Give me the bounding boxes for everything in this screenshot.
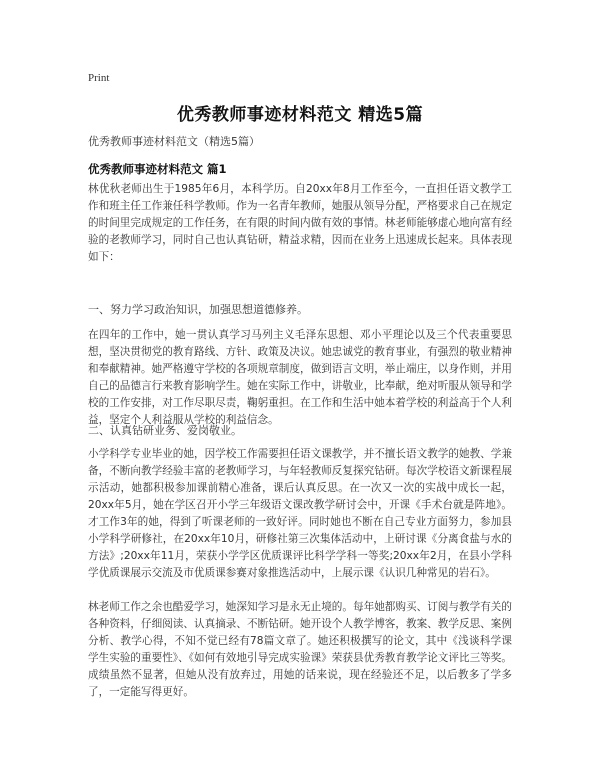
paragraph-politics: 在四年的工作中，她一贯认真学习马列主义毛泽东思想、邓小平理论以及三个代表重要思想，坚决贯彻党的教育路线、方针、政策及决议。她忠诚党的教育事业，有强烈的敬业精神和奉献精神。她严格遵守学校的各项规章制度，做到语言文明，举止端庄，以身作则，并用自己的品德言行来教育影响学生。她在实际工作中，讲敬业，比奉献，绝对听服从领导和学校的工作安排，对工作尽职尽责，鞠躬重担。在工作和生活中她本着学校的利益高于个人利益，坚定个人利益服从学校的利益信念。 xyxy=(88,329,512,426)
paragraph-intro: 林优秋老师出生于1985年6月，本科学历。自20xx年8月工作至今，一直担任语文教学工作和班主任工作兼任科学教师。作为一名青年教师，她服从领导分配，严格要求自己在规定的时间里完成规定的工作任务，在有限的时间内做有效的事情。林老师能够虚心地向富有经验的老教师学习，同时自己也认真钻研，精益求精，因而在业务上迅速成长起来。具体表现如下： xyxy=(88,183,512,263)
document-title: 优秀教师事迹材料范文 精选5篇 xyxy=(176,105,424,125)
paragraph-learning: 林老师工作之余也酷爱学习，她深知学习是永无止境的。每年她都购买、订阅与教学有关的各种资料，仔细阅读、认真摘录、不断钻研。她开设个人教学博客，教案、教学反思、案例分析、教学心得，不知不觉已经有78篇文章了。她还积极撰写的论文，其中《浅谈科学课学生实验的重要性》、《如何有效地引导完成实验课》荣获县优秀教育教学论文评比三等奖。成绩虽然不显著，但她从没有放弃过，用她的话来说，现在经验还不足，以后教多了学多了，一定能写得更好。 xyxy=(88,601,512,698)
subheading-politics: 一、努力学习政治知识，加强思想道德修养。 xyxy=(88,303,308,316)
subheading-professional: 二、认真钻研业务、爱岗敬业。 xyxy=(88,424,242,437)
document-subtitle: 优秀教师事迹材料范文（精选5篇） xyxy=(88,135,260,148)
paragraph-professional: 小学科学专业毕业的她，因学校工作需要担任语文课教学，并不擅长语文教学的她教、学兼备，不断向教学经验丰富的老教师学习，与年轻教师反复探究钻研。每次学校语文新课程展示活动，她都积极参加课前精心准备，课后认真反思。在一次又一次的实战中成长一起，20xx年5月，她在学区召开小学三年级语文课改教学研讨会中，开课《手术台就是阵地》。才工作3年的她，得到了听课老师的一致好评。同时她也不断在自己专业方面努力，参加县小学科学研修社，在20xx年10月，研修社第三次集体活动中，上研讨课《分离食盐与水的方法》;20xx年11月，荣获小学学区优质课评比科学学科一等奖;20xx年2月，在县小学科学优质课展示交流及市优质课参赛对象推选活动中，上展示课《认识几种常见的岩石》。 xyxy=(88,448,512,579)
section-heading: 优秀教师事迹材料范文 篇1 xyxy=(88,162,227,176)
print-label: Print xyxy=(88,72,110,84)
